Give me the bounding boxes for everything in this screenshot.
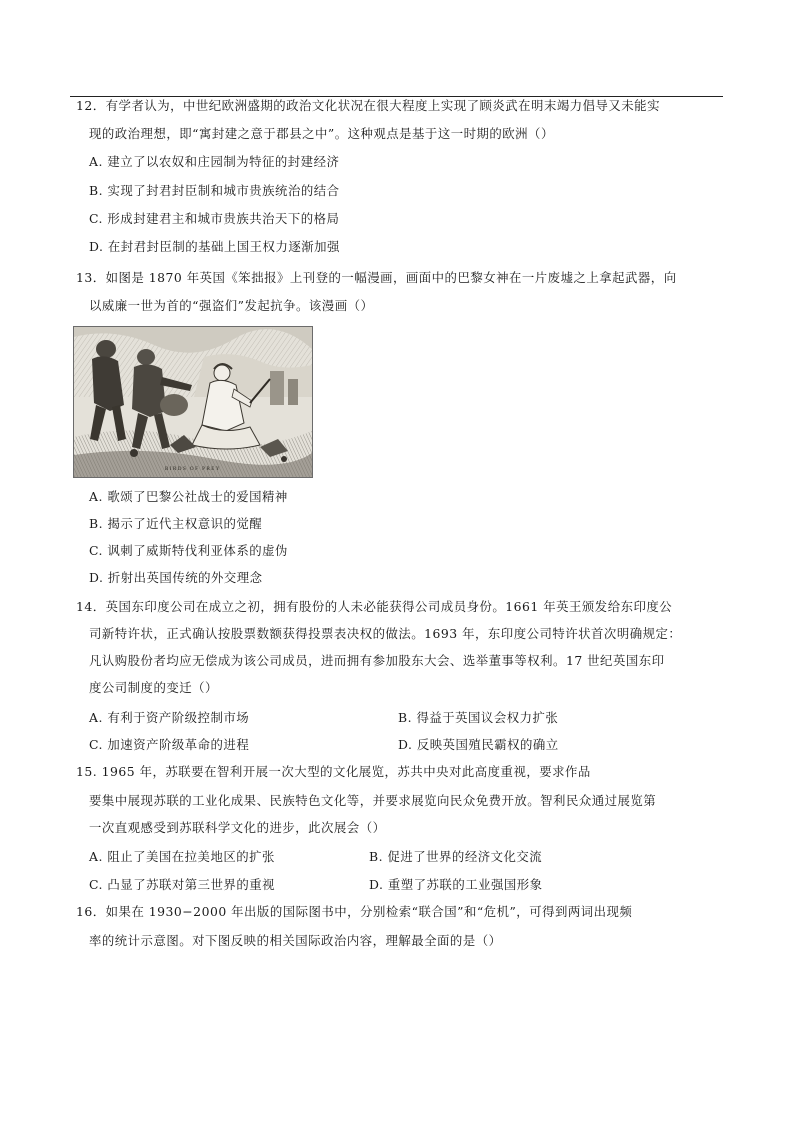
question-14-stem-line-2: 司新特许状，正式确认按股票数额获得投票表决权的做法。1693 年，东印度公司特许状首次明确规定： bbox=[89, 626, 682, 641]
question-13-stem-line-1: 13．如图是 1870 年英国《笨拙报》上刊登的一幅漫画，画面中的巴黎女神在一片废墟之上拿起武器，向 bbox=[76, 270, 677, 285]
question-16-stem-line-1: 16．如果在 1930−2000 年出版的国际图书中，分别检索“联合国”和“危机”，可得到两词出现频 bbox=[76, 904, 633, 919]
question-14-option-d[interactable]: D. 反映英国殖民霸权的确立 bbox=[398, 737, 559, 752]
question-13-stem-line-2: 以威廉一世为首的“强盗们”发起抗争。该漫画（） bbox=[89, 298, 374, 313]
question-14-option-b[interactable]: B. 得益于英国议会权力扩张 bbox=[398, 710, 559, 725]
question-13-option-d[interactable]: D. 折射出英国传统的外交理念 bbox=[89, 570, 263, 585]
question-12-option-c[interactable]: C. 形成封建君主和城市贵族共治天下的格局 bbox=[89, 211, 340, 226]
question-12-stem-line-2: 现的政治理想，即“寓封建之意于郡县之中”。这种观点是基于这一时期的欧洲（） bbox=[89, 126, 554, 141]
question-15-option-d[interactable]: D. 重塑了苏联的工业强国形象 bbox=[369, 877, 543, 892]
punch-cartoon-image bbox=[73, 326, 313, 478]
question-14-stem-line-4: 度公司制度的变迁（） bbox=[89, 680, 218, 695]
question-15-stem-line-3: 一次直观感受到苏联科学文化的进步，此次展会（） bbox=[89, 820, 386, 835]
question-14-stem-line-3: 凡认购股份者均应无偿成为该公司成员，进而拥有参加股东大会、选举董事等权利。17 世纪英国东印 bbox=[89, 653, 665, 668]
question-12-option-d[interactable]: D. 在封君封臣制的基础上国王权力逐渐加强 bbox=[89, 239, 340, 254]
question-14-option-c[interactable]: C. 加速资产阶级革命的进程 bbox=[89, 737, 250, 752]
question-13-option-b[interactable]: B. 揭示了近代主权意识的觉醒 bbox=[89, 516, 263, 531]
question-12-option-a[interactable]: A. 建立了以农奴和庄园制为特征的封建经济 bbox=[89, 154, 340, 169]
question-16-stem-line-2: 率的统计示意图。对下图反映的相关国际政治内容，理解最全面的是（） bbox=[89, 933, 502, 948]
question-15-stem-line-2: 要集中展现苏联的工业化成果、民族特色文化等，并要求展览向民众免费开放。智利民众通过展览第 bbox=[89, 793, 657, 808]
question-12-stem-line-1: 12．有学者认为，中世纪欧洲盛期的政治文化状况在很大程度上实现了顾炎武在明末竭力倡导又未能实 bbox=[76, 98, 660, 113]
cartoon-caption: BIRDS OF PREY bbox=[165, 467, 221, 472]
question-13-option-c[interactable]: C. 讽刺了威斯特伐利亚体系的虚伪 bbox=[89, 543, 288, 558]
question-15-stem-line-1: 15. 1965 年，苏联要在智利开展一次大型的文化展览，苏共中央对此高度重视，要求作品 bbox=[76, 764, 591, 779]
question-15-option-b[interactable]: B. 促进了世界的经济文化交流 bbox=[369, 849, 543, 864]
question-15-option-c[interactable]: C. 凸显了苏联对第三世界的重视 bbox=[89, 877, 275, 892]
question-13-option-a[interactable]: A. 歌颂了巴黎公社战士的爱国精神 bbox=[89, 489, 288, 504]
question-15-option-a[interactable]: A. 阻止了美国在拉美地区的扩张 bbox=[89, 849, 275, 864]
question-12-option-b[interactable]: B. 实现了封君封臣制和城市贵族统治的结合 bbox=[89, 183, 340, 198]
question-14-option-a[interactable]: A. 有利于资产阶级控制市场 bbox=[89, 710, 250, 725]
header-rule bbox=[70, 96, 723, 97]
question-14-stem-line-1: 14．英国东印度公司在成立之初，拥有股份的人未必能获得公司成员身份。1661 年英王颁发给东印度公 bbox=[76, 599, 673, 614]
